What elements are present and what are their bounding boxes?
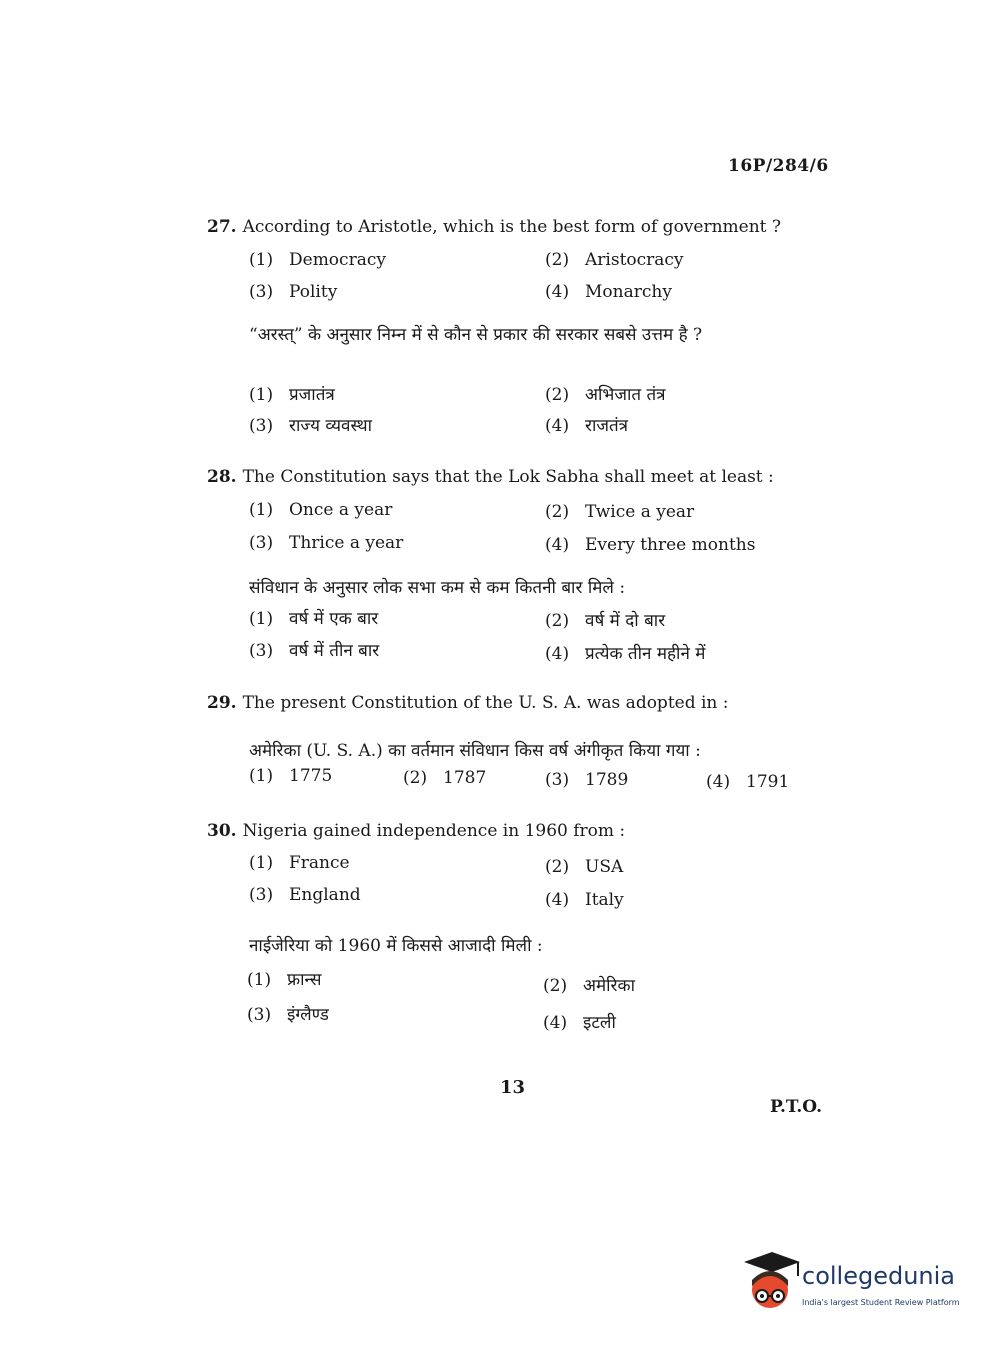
hindi-option-28-1: (1) वर्ष में एक बार [249, 609, 379, 629]
option-30-3: (3) England [249, 885, 361, 905]
option-29-1: (1) 1775 [249, 766, 333, 786]
option-28-4: (4) Every three months [545, 535, 756, 555]
hindi-option-27-2: (2) अभिजात तंत्र [545, 385, 666, 405]
paper-code: 16P/284/6 [728, 156, 829, 176]
question-number: 30. [207, 821, 237, 841]
question-30 [207, 821, 625, 841]
collegedunia-logo [740, 1250, 970, 1320]
question-number: 27. [207, 217, 237, 237]
question-text: Nigeria gained independence in 1960 from : [242, 821, 626, 841]
option-30-4: (4) Italy [545, 890, 624, 910]
question-29 [207, 693, 729, 713]
mascot-icon [740, 1250, 802, 1320]
question-text: The Constitution says that the Lok Sabha shall meet at least : [242, 467, 774, 487]
logo-brand: collegedunia [802, 1262, 956, 1290]
question-30-hindi: नाईजेरिया को 1960 में किससे आजादी मिली : [249, 936, 543, 956]
option-27-1: (1) Democracy [249, 250, 386, 270]
question-number: 29. [207, 693, 237, 713]
hindi-option-27-1: (1) प्रजातंत्र [249, 385, 335, 405]
hindi-option-28-2: (2) वर्ष में दो बार [545, 611, 666, 631]
hindi-option-27-3: (3) राज्य व्यवस्था [249, 416, 373, 436]
hindi-option-30-1: (1) फ्रान्स [247, 970, 322, 990]
question-27 [207, 217, 781, 237]
pto-label: P.T.O. [770, 1097, 822, 1117]
option-30-2: (2) USA [545, 857, 624, 877]
option-27-3: (3) Polity [249, 282, 338, 302]
question-27-hindi: “अरस्त्” के अनुसार निम्न में से कौन से प्रकार की सरकार सबसे उत्तम है ? [249, 325, 703, 345]
question-29-hindi: अमेरिका (U. S. A.) का वर्तमान संविधान किस वर्ष अंगीकृत किया गया : [249, 741, 701, 761]
page-number: 13 [500, 1077, 526, 1098]
option-27-2: (2) Aristocracy [545, 250, 684, 270]
option-28-3: (3) Thrice a year [249, 533, 404, 553]
option-28-2: (2) Twice a year [545, 502, 695, 522]
option-30-1: (1) France [249, 853, 350, 873]
hindi-option-28-4: (4) प्रत्येक तीन महीने में [545, 644, 706, 664]
hindi-option-30-3: (3) इंग्लैण्ड [247, 1005, 329, 1025]
hindi-option-30-4: (4) इटली [543, 1013, 616, 1033]
hindi-option-27-4: (4) राजतंत्र [545, 416, 629, 436]
question-text: The present Constitution of the U. S. A. was adopted in : [242, 693, 729, 713]
option-29-3: (3) 1789 [545, 770, 629, 790]
option-29-4: (4) 1791 [706, 772, 790, 792]
hindi-option-28-3: (3) वर्ष में तीन बार [249, 641, 380, 661]
option-28-1: (1) Once a year [249, 500, 393, 520]
question-text: According to Aristotle, which is the best form of government ? [242, 217, 782, 237]
question-28-hindi: संविधान के अनुसार लोक सभा कम से कम कितनी बार मिले : [249, 578, 626, 598]
option-27-4: (4) Monarchy [545, 282, 672, 302]
hindi-option-30-2: (2) अमेरिका [543, 976, 635, 996]
question-number: 28. [207, 467, 237, 487]
logo-tagline: India's largest Student Review Platform [802, 1298, 960, 1307]
option-29-2: (2) 1787 [403, 768, 487, 788]
question-28 [207, 467, 774, 487]
